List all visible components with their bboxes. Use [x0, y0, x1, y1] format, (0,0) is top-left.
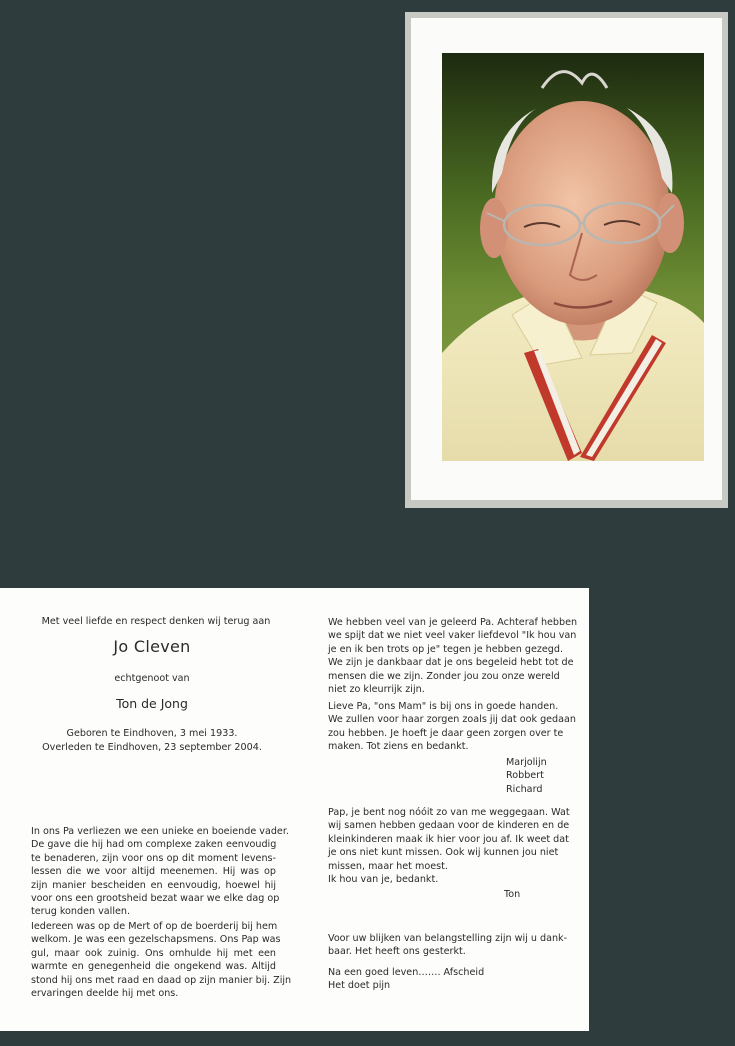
spouse-name: Ton de Jong: [116, 696, 188, 711]
text-line: lessen die we voor altijd meenemen. Hij was op: [31, 866, 276, 878]
text-line: warmte en genegenheid die ongekend was. Altijd: [31, 961, 276, 973]
text-line: voor ons een grootsheid bezat waar we elke dag op: [31, 893, 280, 905]
left-paragraph-1: [31, 825, 289, 919]
text-line: te benaderen, zijn voor ons op dit moment levens-: [31, 852, 276, 864]
photo-card: [405, 12, 728, 508]
signer-name: Robbert: [506, 770, 544, 782]
text-line: kleinkinderen maak ik hier voor jou af. Ik weet dat: [328, 833, 569, 845]
text-line: zijn manier bescheiden en eenvoudig, hoewel hij: [31, 879, 276, 891]
text-line: Pap, je bent nog nóóit zo van me weggegaan. Wat: [328, 807, 570, 818]
life-dates: [28, 727, 276, 755]
text-line: Voor uw blijken van belangstelling zijn wij u dank-: [328, 933, 568, 944]
deceased-name: Jo Cleven: [113, 637, 191, 656]
text-line: In ons Pa verliezen we een unieke en boeiende vader.: [31, 826, 289, 837]
text-line: mensen die we zijn. Zonder jou zou onze wereld: [328, 670, 560, 682]
signer-name: Marjolijn: [506, 757, 547, 768]
text-line: we spijt dat we niet veel vaker liefdevol "Ik hou van: [328, 630, 577, 642]
text-line: welkom. Je was een gezelschapsmens. Ons Pap was: [31, 934, 281, 946]
text-line: missen, maar het moest.: [328, 860, 448, 872]
text-line: gul, maar ook zuinig. Ons omhulde hij met een: [31, 947, 276, 959]
text-line: zou hebben. Je hoeft je daar geen zorgen over te: [328, 727, 564, 739]
text-line: baar. Het heeft ons gesterkt.: [328, 946, 466, 958]
right-paragraph-3: [328, 806, 570, 886]
signers-list: [506, 756, 566, 796]
text-line: je ons niet kunt missen. Ook wij kunnen jou niet: [328, 847, 559, 859]
signer-name: Richard: [506, 783, 543, 795]
text-line: stond hij ons met raad en daad op zijn manier bij. Zijn: [31, 974, 292, 986]
text-line: De gave die hij had om complexe zaken eenvoudig: [31, 839, 277, 851]
text-line: wij samen hebben gedaan voor de kinderen en de: [328, 820, 570, 832]
text-line: Na een goed leven……. Afscheid: [328, 967, 485, 978]
text-line: Lieve Pa, "ons Mam" is bij ons in goede handen.: [328, 701, 559, 712]
text-line: Iedereen was op de Mert of op de boerderij bij hem: [31, 921, 278, 932]
portrait-illustration: [442, 53, 704, 461]
intro-text: Met veel liefde en respect denken wij terug aan: [41, 616, 271, 627]
text-line: niet zo kleurrijk zijn.: [328, 684, 425, 696]
right-paragraph-4: [328, 932, 568, 959]
signer-ton: Ton: [504, 889, 521, 900]
left-paragraph-2: [31, 920, 292, 1000]
text-line: We zijn je dankbaar dat je ons begeleid hebt tot de: [328, 657, 574, 669]
text-line: Ik hou van je, bedankt.: [328, 874, 439, 886]
text-line: ervaringen deelde hij met ons.: [31, 988, 179, 1000]
text-line: je en ik ben trots op je" tegen je hebben gezegd.: [328, 643, 564, 655]
birth-line: Geboren te Eindhoven, 3 mei 1933.: [66, 728, 238, 739]
text-line: maken. Tot ziens en bedankt.: [328, 741, 469, 753]
photo-card-inner: [411, 18, 722, 500]
right-paragraph-1: [328, 616, 578, 696]
right-paragraph-5: [328, 966, 552, 993]
text-line: We zullen voor haar zorgen zoals jij dat ook gedaan: [328, 714, 576, 726]
right-paragraph-2: [328, 700, 576, 754]
portrait-photo: [442, 53, 704, 461]
text-line: We hebben veel van je geleerd Pa. Achteraf hebben: [328, 617, 578, 628]
text-line: Het doet pijn: [328, 980, 391, 992]
text-line: terug konden vallen.: [31, 906, 131, 918]
spouse-label: echtgenoot van: [114, 673, 190, 684]
death-line: Overleden te Eindhoven, 23 september 2004.: [42, 742, 262, 753]
memorial-card: [0, 588, 589, 1031]
